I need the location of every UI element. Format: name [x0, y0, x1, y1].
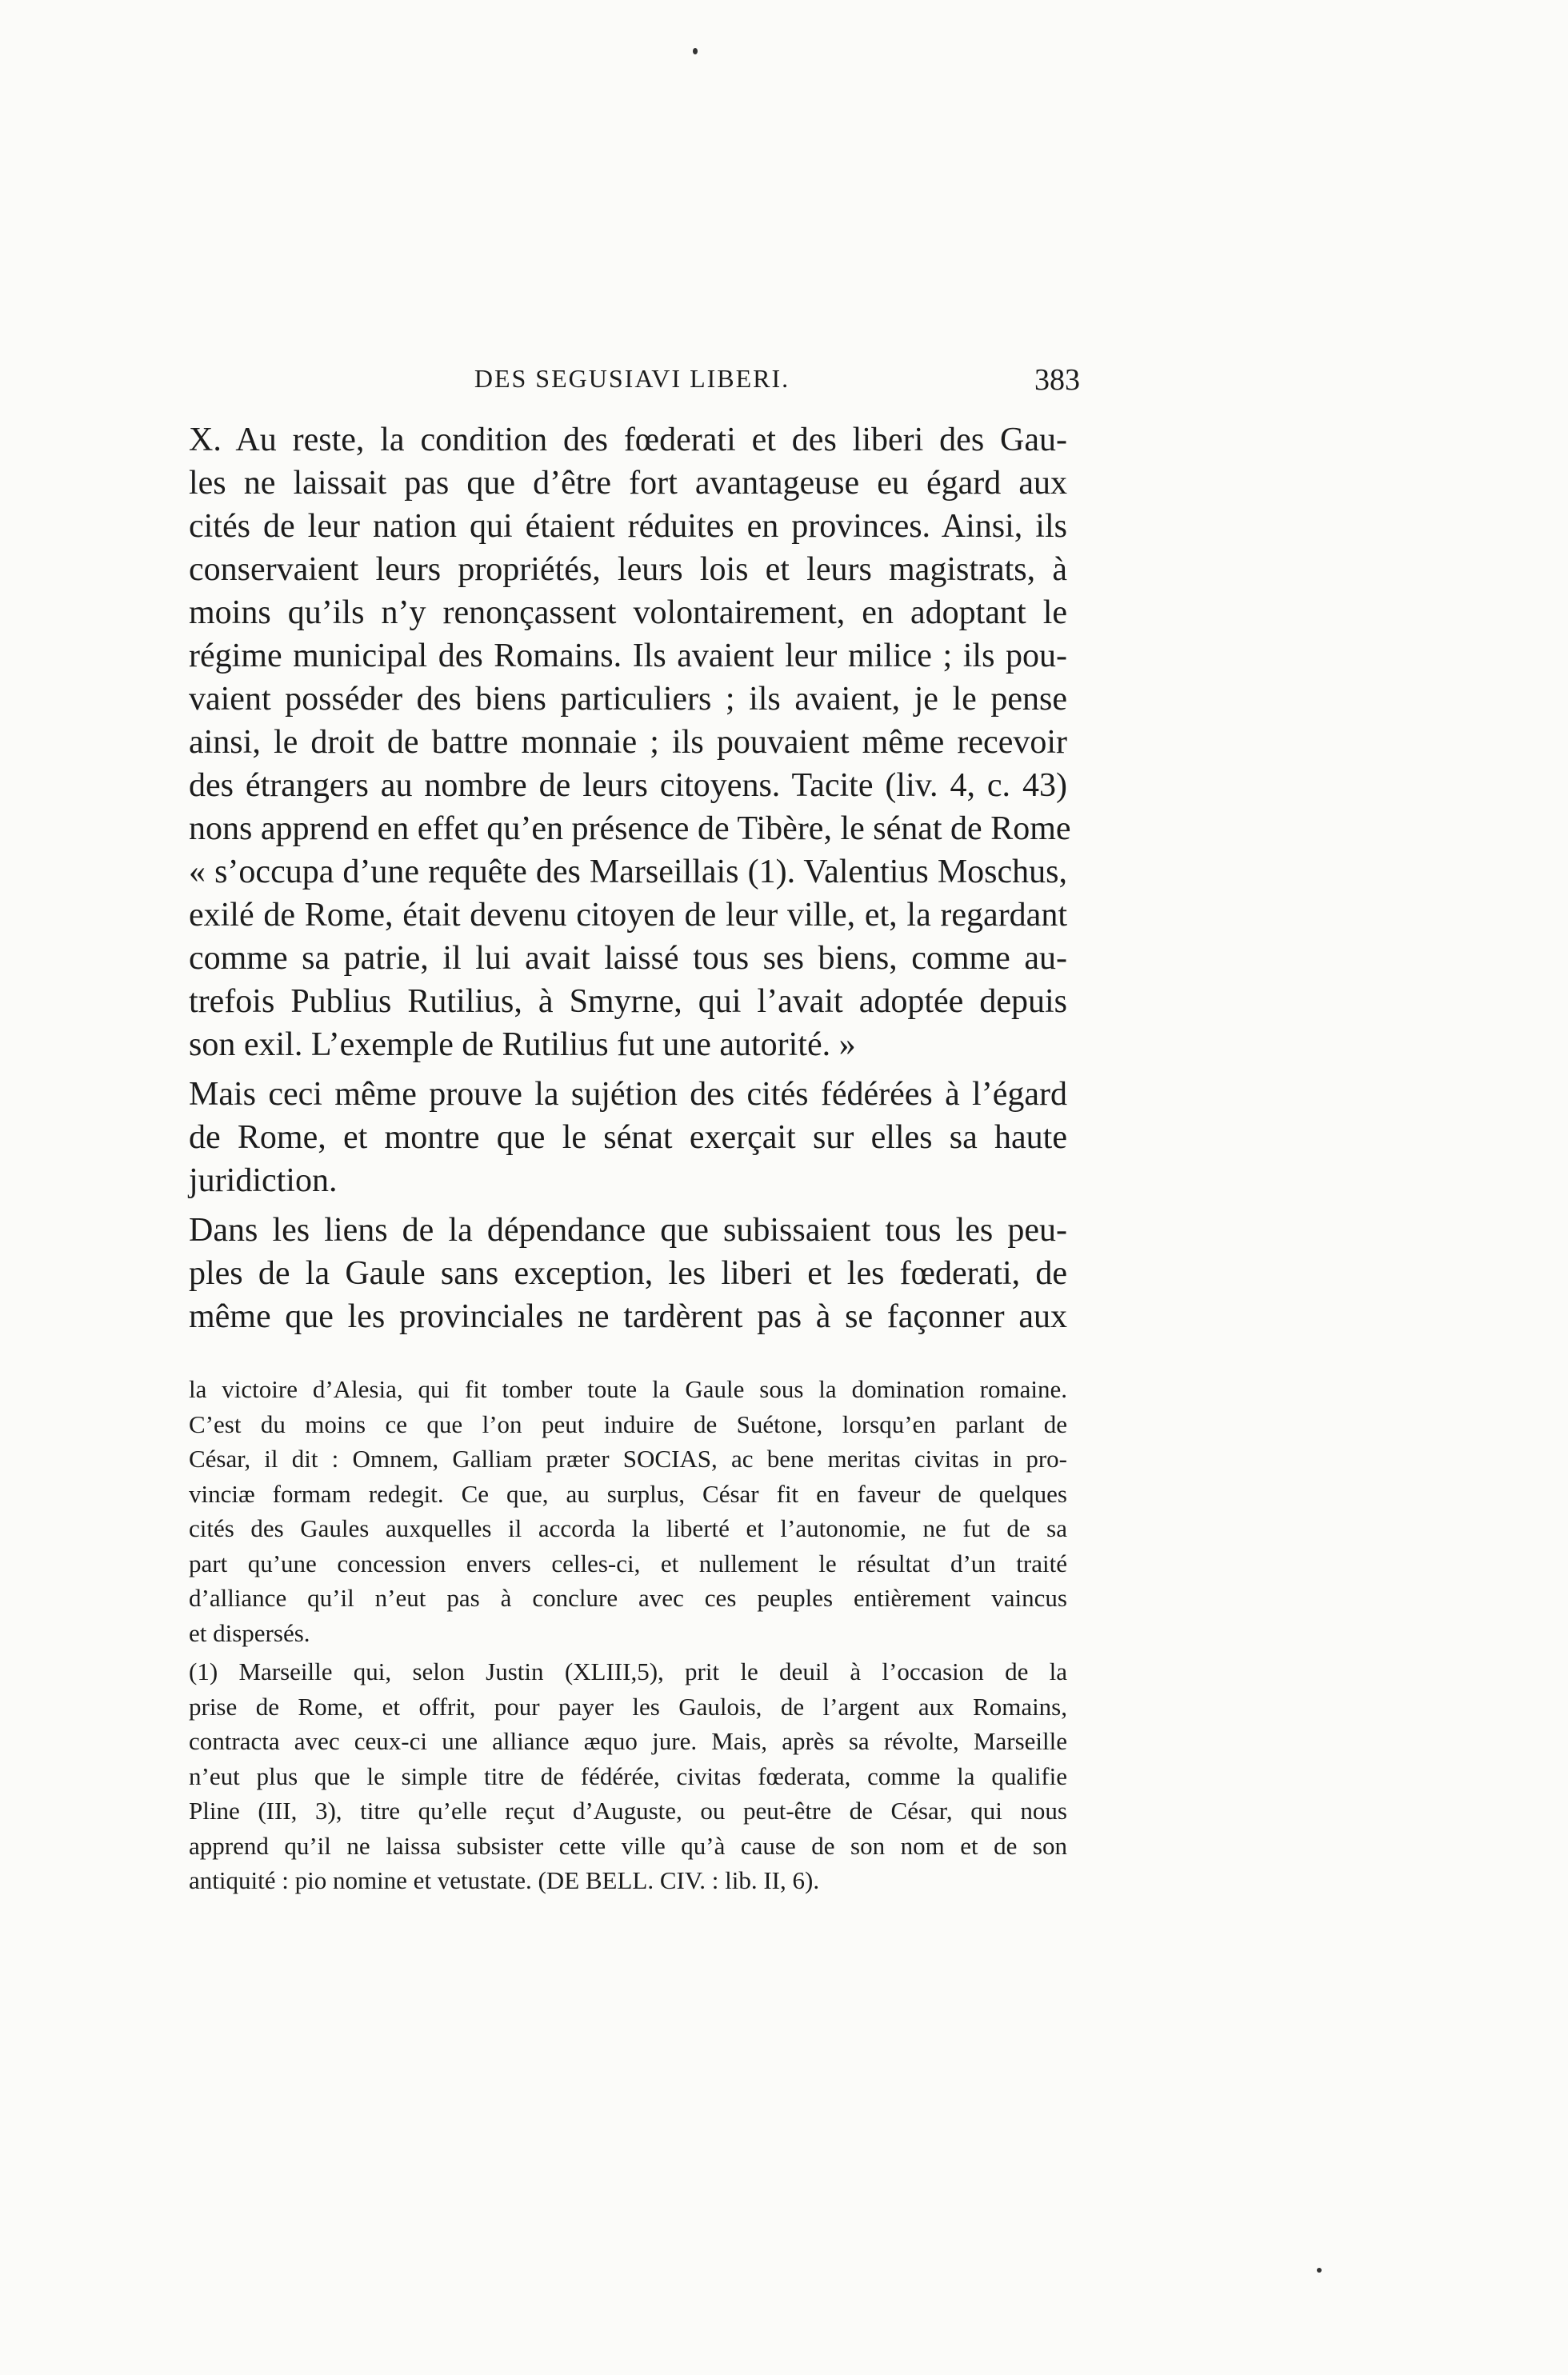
text-line: vaient posséder des biens particuliers ; ils avaient, je le pense [189, 681, 1067, 718]
text-line: conservaient leurs propriétés, leurs lois et leurs magistrats, à [189, 551, 1067, 588]
footnote-line: contracta avec ceux-ci une alliance æquo jure. Mais, après sa révolte, Marseille [189, 1727, 1067, 1755]
paragraph-1 [189, 418, 1071, 1066]
text-line: ples de la Gaule sans exception, les liberi et les fœderati, de [189, 1255, 1067, 1292]
text-line: cités de leur nation qui étaient réduites en provinces. Ainsi, ils [189, 508, 1067, 545]
footnote-line: et dispersés. [189, 1618, 310, 1647]
text-line: « s’occupa d’une requête des Marseillais (1). Valentius Moschus, [189, 854, 1067, 890]
paragraph-3 [189, 1209, 1067, 1338]
footnote-line: César, il dit : Omnem, Galliam præter SOCIAS, ac bene meritas civitas in pro- [189, 1445, 1067, 1473]
page-header [184, 364, 1080, 404]
footnote-line: C’est du moins ce que l’on peut induire de Suétone, lorsqu’en parlant de [189, 1409, 1067, 1438]
footnotes [189, 1372, 1067, 1898]
footnote-line: antiquité : pio nomine et vetustate. (DE BELL. CIV. : lib. II, 6). [189, 1866, 820, 1894]
text-line: Mais ceci même prouve la sujétion des cités fédérées à l’égard [189, 1076, 1067, 1113]
footnote-line: cités des Gaules auxquelles il accorda la liberté et l’autonomie, ne fut de sa [189, 1514, 1067, 1542]
footnote-line: part qu’une concession envers celles-ci, et nullement le résultat d’un traité [189, 1549, 1067, 1577]
text-line: des étrangers au nombre de leurs citoyens. Tacite (liv. 4, c. 43) [189, 767, 1067, 804]
text-line: trefois Publius Rutilius, à Smyrne, qui l’avait adoptée depuis [189, 983, 1067, 1020]
footnote-line: (1) Marseille qui, selon Justin (XLIII,5), prit le deuil à l’occasion de la [189, 1657, 1067, 1685]
footnote-line: apprend qu’il ne laissa subsister cette ville qu’à cause de son nom et de son [189, 1831, 1067, 1860]
footnote-line: la victoire d’Alesia, qui fit tomber toute la Gaule sous la domination romaine. [189, 1375, 1067, 1403]
footnote-line: n’eut plus que le simple titre de fédérée, civitas fœderata, comme la qualifie [189, 1761, 1067, 1790]
footnote-line: d’alliance qu’il n’eut pas à conclure avec ces peuples entièrement vaincus [189, 1584, 1067, 1612]
footnote-line: prise de Rome, et offrit, pour payer les Gaulois, de l’argent aux Romains, [189, 1692, 1067, 1721]
text-line: ainsi, le droit de battre monnaie ; ils pouvaient même recevoir [189, 724, 1067, 761]
text-line: moins qu’ils n’y renonçassent volontairement, en adoptant le [189, 594, 1067, 631]
footnote-line: vinciæ formam redegit. Ce que, au surplus, César fit en faveur de quelques [189, 1479, 1067, 1508]
footnote-1 [189, 1654, 1067, 1898]
text-line: nons apprend en effet qu’en présence de Tibère, le sénat de Rome [189, 810, 1071, 847]
paragraph-2 [189, 1073, 1067, 1202]
body-text [189, 418, 1071, 1338]
text-line: X. Au reste, la condition des fœderati et des liberi des Gau- [189, 422, 1067, 458]
text-line: les ne laissait pas que d’être fort avantageuse eu égard aux [189, 465, 1067, 502]
text-line: même que les provinciales ne tardèrent pas à se façonner aux [189, 1298, 1067, 1335]
running-head: DES SEGUSIAVI LIBERI. [474, 364, 790, 393]
text-line: juridiction. [189, 1162, 338, 1199]
text-line: de Rome, et montre que le sénat exerçait sur elles sa haute [189, 1119, 1067, 1156]
page-number: 383 [1034, 363, 1080, 397]
footnote-continued [189, 1372, 1067, 1650]
text-line: son exil. L’exemple de Rutilius fut une autorité. » [189, 1026, 856, 1063]
ink-speck [693, 48, 698, 54]
ink-speck [1317, 2268, 1322, 2273]
text-line: comme sa patrie, il lui avait laissé tous ses biens, comme au- [189, 940, 1067, 977]
text-line: exilé de Rome, était devenu citoyen de leur ville, et, la regardant [189, 897, 1067, 934]
text-line: Dans les liens de la dépendance que subissaient tous les peu- [189, 1212, 1067, 1249]
footnote-line: Pline (III, 3), titre qu’elle reçut d’Auguste, ou peut-être de César, qui nous [189, 1797, 1067, 1825]
text-line: régime municipal des Romains. Ils avaient leur milice ; ils pou- [189, 638, 1067, 674]
